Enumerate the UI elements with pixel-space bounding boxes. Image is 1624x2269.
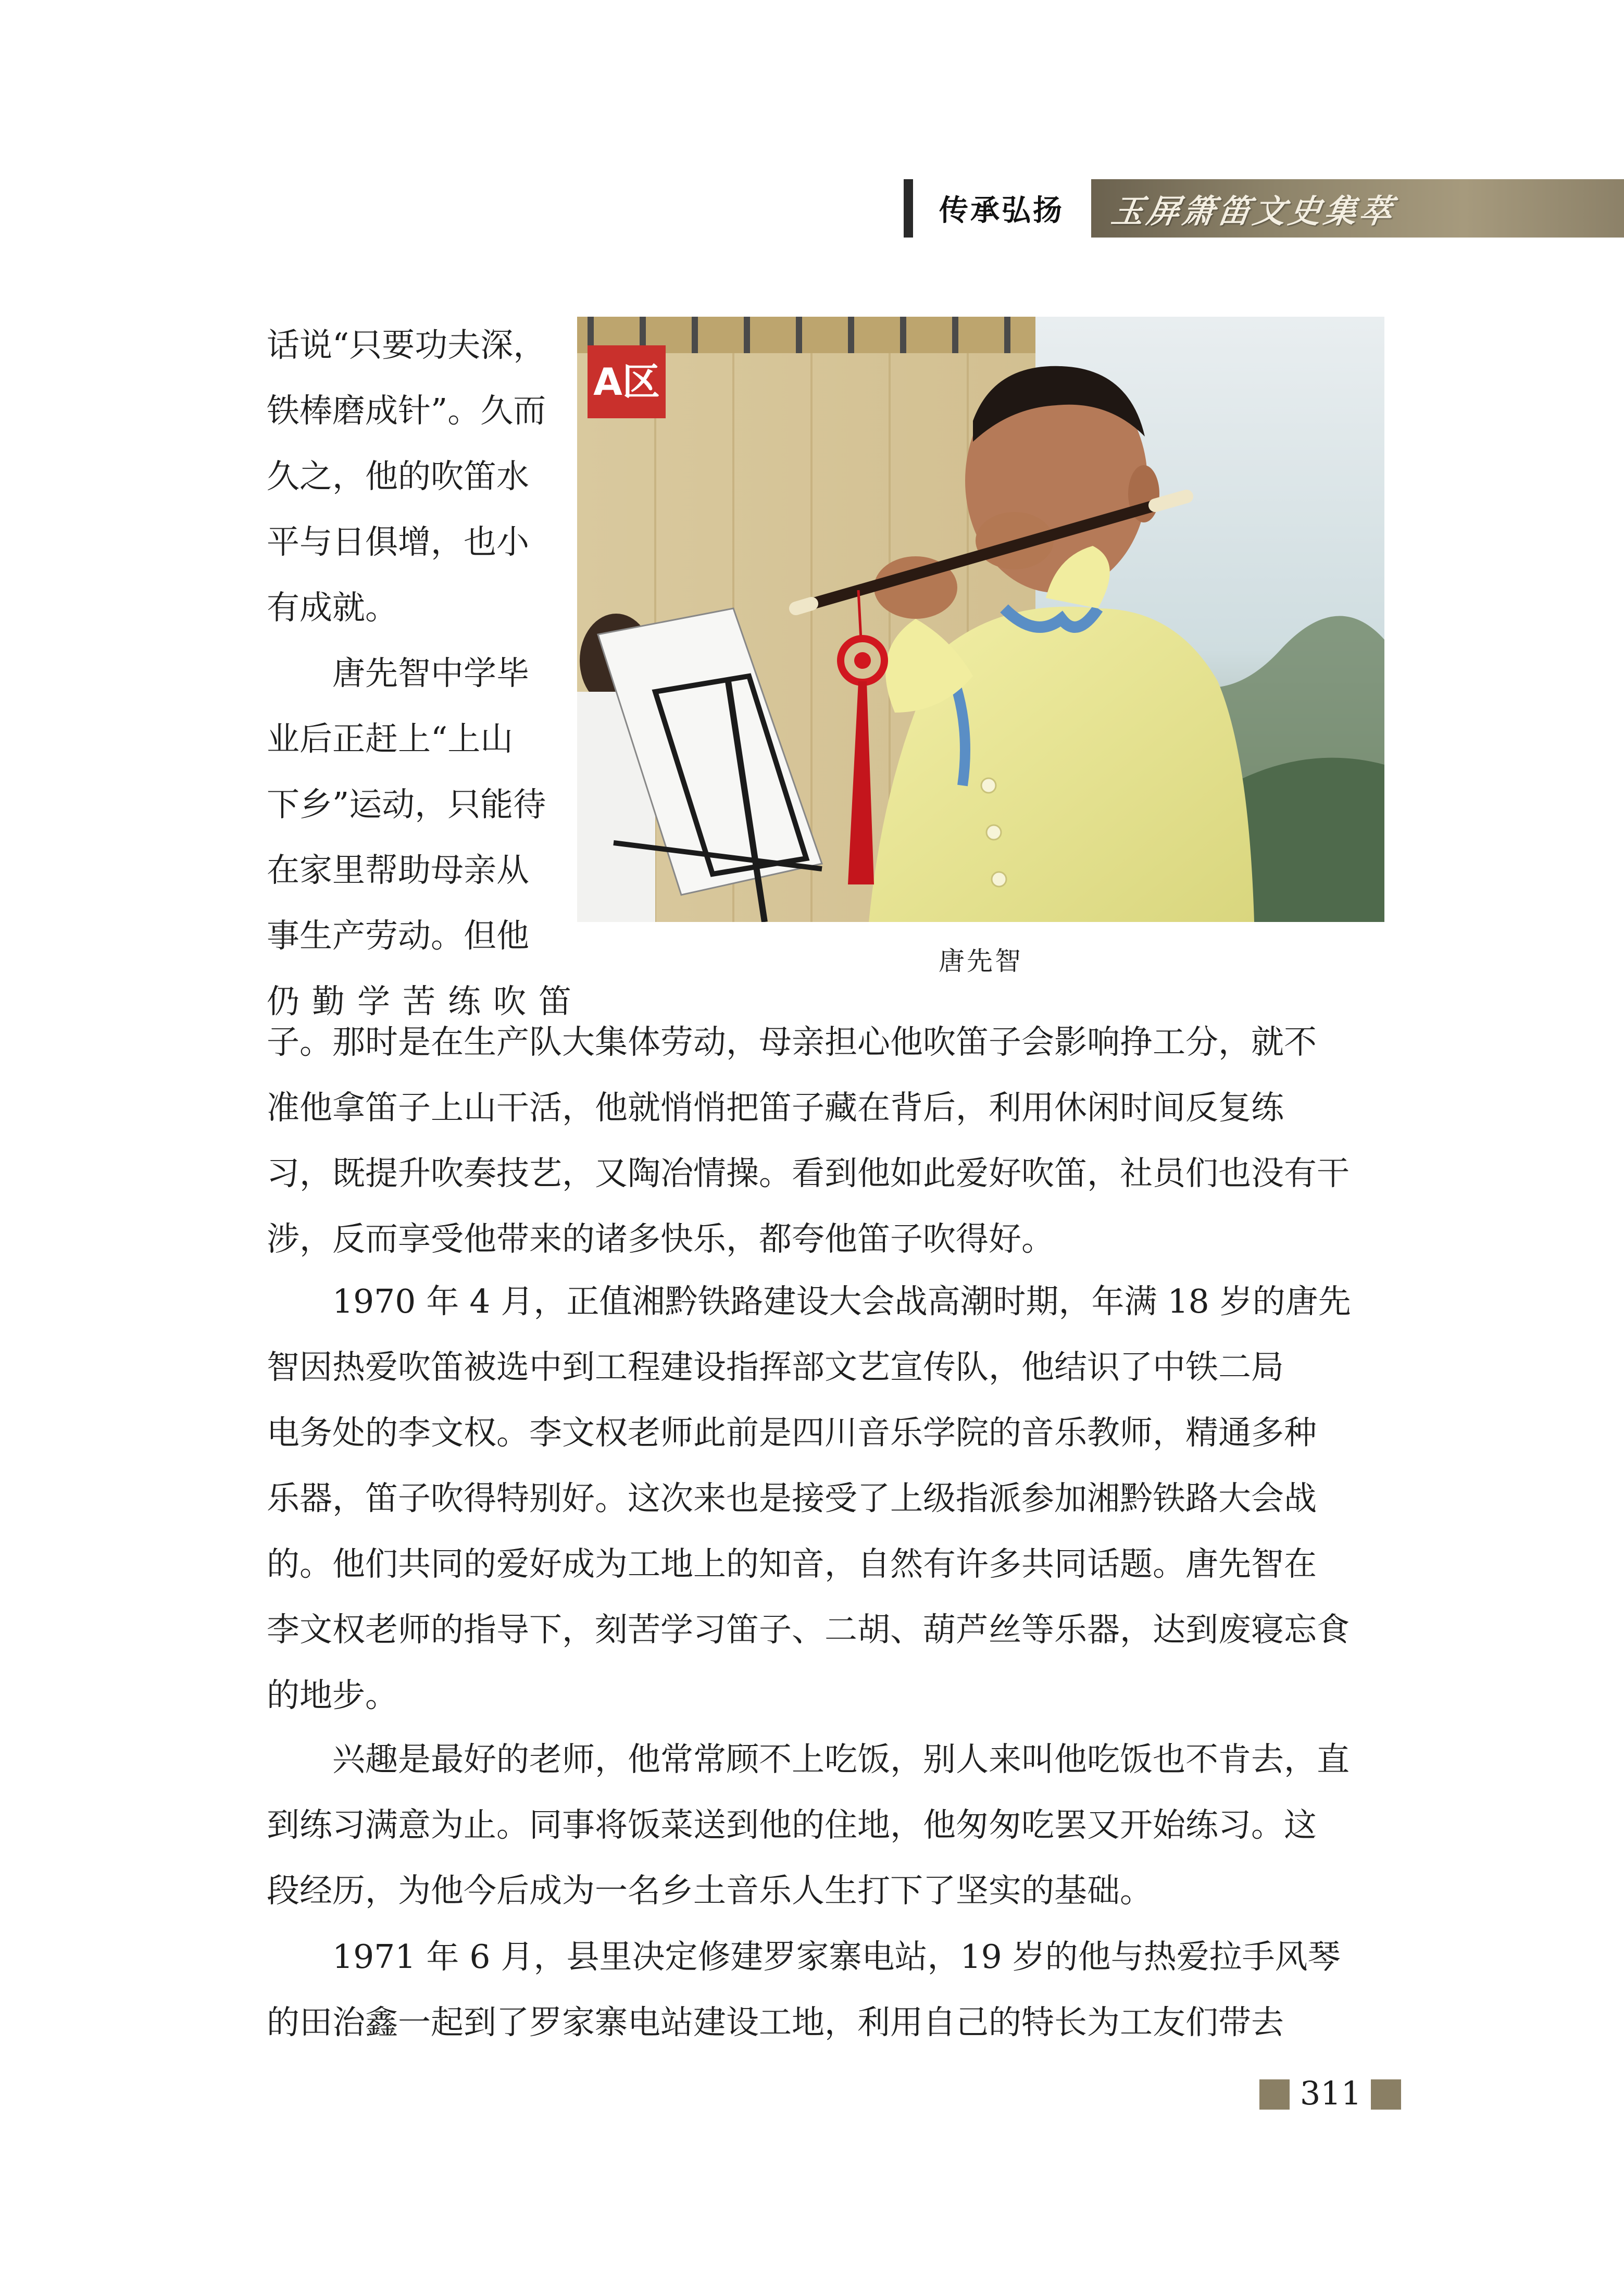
- area-sign-text: A区: [593, 360, 660, 404]
- text-line: 涉，反而享受他带来的诸多快乐，都夸他笛子吹得好。: [267, 1220, 1054, 1258]
- text-line: 有成就。: [267, 589, 398, 627]
- flute-player-illustration: [577, 317, 1384, 922]
- text-line: 电务处的李文权。李文权老师此前是四川音乐学院的音乐教师，精通多种: [267, 1414, 1317, 1452]
- header-band: [1091, 179, 1624, 238]
- text-line: 的。他们共同的爱好成为工地上的知音，自然有许多共同话题。唐先智在: [267, 1545, 1317, 1583]
- paragraph-continued: [267, 1009, 1386, 1272]
- text-line: 智因热爱吹笛被选中到工程建设指挥部文艺宣传队，他结识了中铁二局: [267, 1348, 1284, 1386]
- book-title: 玉屏箫笛文史集萃: [1109, 192, 1398, 230]
- page-number-marker-right: [1371, 2079, 1401, 2110]
- text-line: 子。那时是在生产队大集体劳动，母亲担心他吹笛子会影响挣工分，就不: [267, 1023, 1317, 1061]
- text-line: 久之，他的吹笛水: [267, 457, 529, 495]
- header-marker-bar: [904, 179, 913, 238]
- performer-photo: [577, 317, 1384, 922]
- text-line: 铁棒磨成针”。久而: [267, 392, 546, 430]
- text-line: 下乡”运动，只能待: [267, 786, 546, 824]
- paragraph-interest: [267, 1727, 1386, 1924]
- paragraph-1970: [267, 1269, 1386, 1728]
- page-number: 311: [1300, 2074, 1362, 2112]
- text-line: 准他拿笛子上山干活，他就悄悄把笛子藏在背后，利用休闲时间反复练: [267, 1089, 1284, 1127]
- text-line: 的地步。: [267, 1676, 398, 1714]
- text-line: 在家里帮助母亲从: [267, 851, 529, 889]
- photo-caption: 唐先智: [939, 946, 1023, 976]
- text-line: 业后正赶上“上山: [267, 720, 514, 758]
- text-line: 的田治鑫一起到了罗家寨电站建设工地，利用自己的特长为工友们带去: [267, 2003, 1284, 2041]
- text-line: 仍勤学苦练吹笛: [267, 982, 584, 1020]
- side-text-block: [267, 313, 584, 1034]
- text-line: 话说“只要功夫深，: [267, 326, 546, 364]
- text-line: 兴趣是最好的老师，他常常顾不上吃饭，别人来叫他吃饭也不肯去，直: [332, 1740, 1350, 1778]
- text-line: 1970 年 4 月，正值湘黔铁路建设大会战高潮时期，年满 18 岁的唐先: [332, 1282, 1351, 1320]
- text-line: 李文权老师的指导下，刻苦学习笛子、二胡、葫芦丝等乐器，达到废寝忘食: [267, 1611, 1350, 1649]
- text-line: 1971 年 6 月，县里决定修建罗家寨电站，19 岁的他与热爱拉手风琴: [332, 1938, 1341, 1976]
- paragraph-1971: [267, 1924, 1386, 2055]
- text-line: 事生产劳动。但他: [267, 917, 529, 955]
- text-line: 段经历，为他今后成为一名乡土音乐人生打下了坚实的基础。: [267, 1872, 1153, 1910]
- text-line: 平与日俱增，也小: [267, 523, 529, 561]
- text-line: 习，既提升吹奏技艺，又陶冶情操。看到他如此爱好吹笛，社员们也没有干: [267, 1154, 1350, 1192]
- text-line: 唐先智中学毕: [332, 654, 529, 692]
- section-title: 传承弘扬: [939, 193, 1064, 228]
- text-line: 乐器，笛子吹得特别好。这次来也是接受了上级指派参加湘黔铁路大会战: [267, 1479, 1317, 1517]
- page-number-marker-left: [1259, 2079, 1290, 2110]
- text-line: 到练习满意为止。同事将饭菜送到他的住地，他匆匆吃罢又开始练习。这: [267, 1806, 1317, 1844]
